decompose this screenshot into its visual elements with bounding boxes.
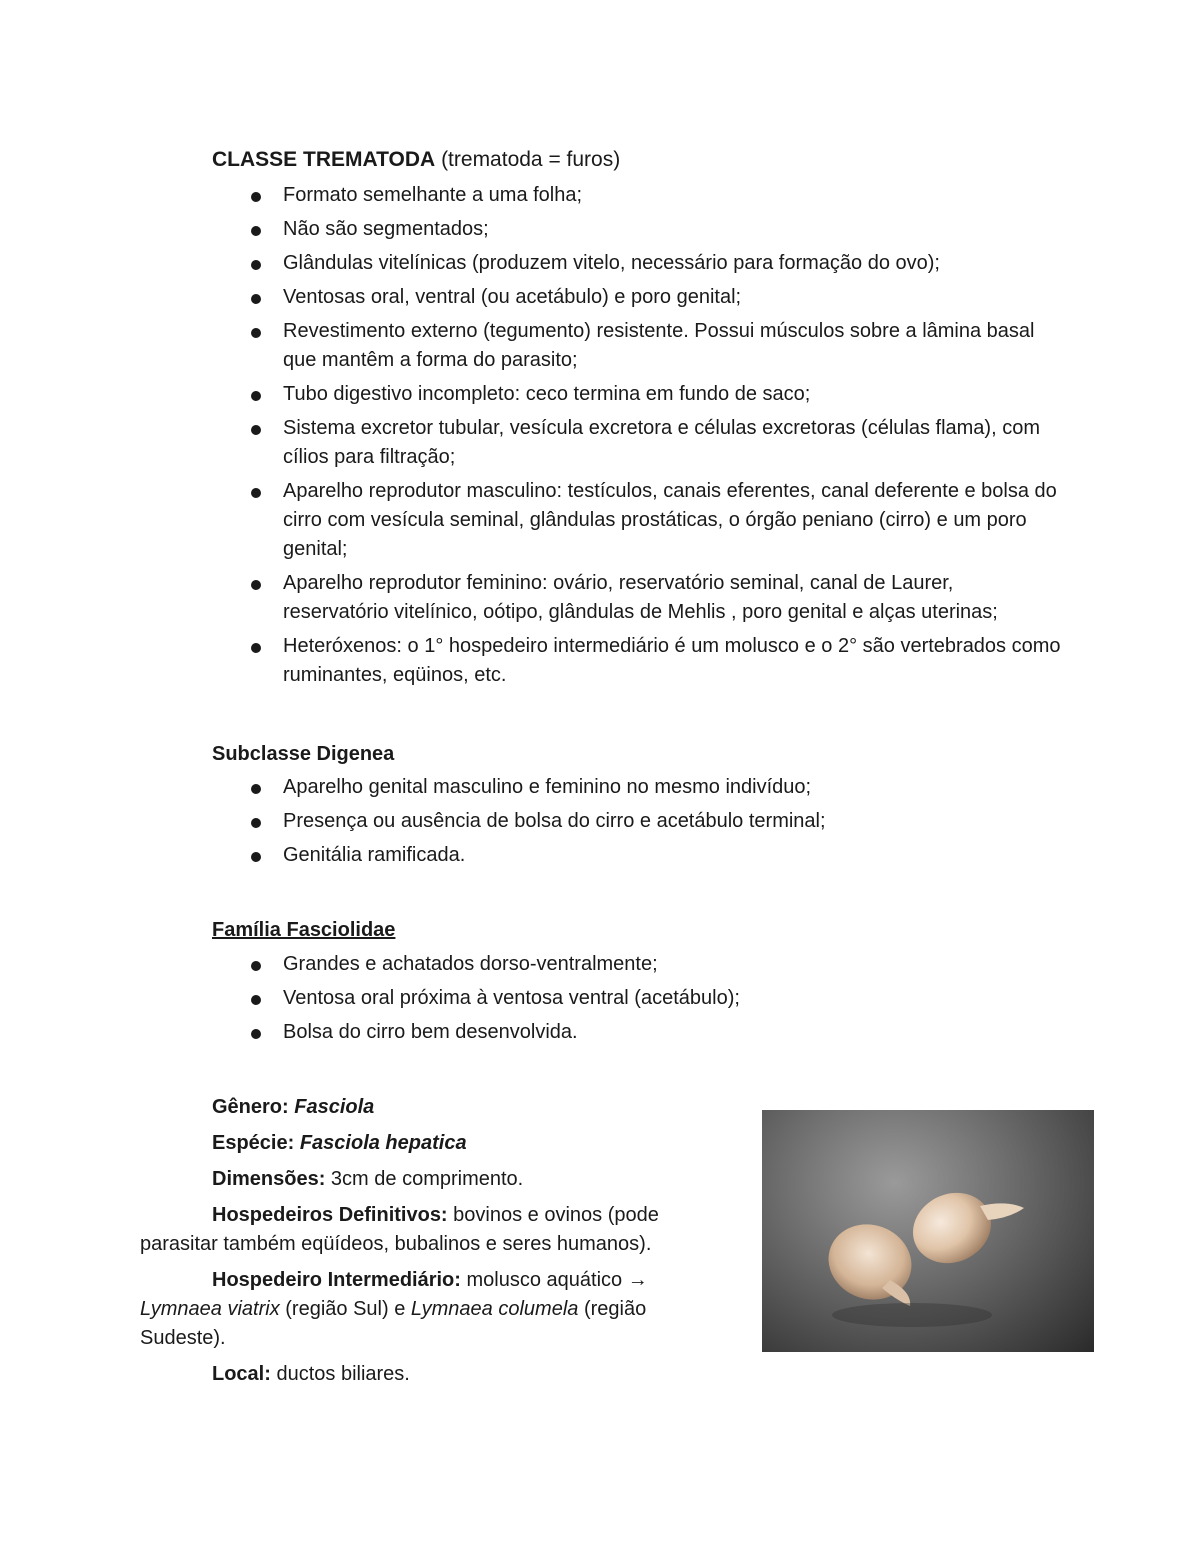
hosp-int-value-1: molusco aquático → [460,1269,648,1291]
dimensoes-label: Dimensões: [212,1168,326,1190]
list-item-text: Revestimento externo (tegumento) resistente. Possui músculos sobre a lâmina basal que mantêm a forma do parasito; [283,320,1035,371]
list-item-text: Presença ou ausência de bolsa do cirro e acetábulo terminal; [283,810,826,832]
bullet-icon [251,391,261,401]
list-item [0,1018,1063,1047]
dimensoes-value: 3cm de comprimento. [325,1168,524,1190]
list-item-text: Formato semelhante a uma folha; [283,184,583,206]
hosp-def-value: bovinos e ovinos (pode parasitar também eqüídeos, bubalinos e seres humanos). [140,1204,659,1255]
list-item [0,807,1063,836]
genero-label: Gênero: [212,1096,289,1118]
list-item-text: Aparelho reprodutor feminino: ovário, reservatório seminal, canal de Laurer, reservatório vitelínico, oótipo, glândulas de Mehlis , poro genital e alças uterinas; [283,572,998,623]
familia-list [0,950,1063,1052]
local-value: ductos biliares. [270,1363,410,1385]
especie-value: Fasciola hepatica [299,1132,467,1154]
list-item-text: Ventosas oral, ventral (ou acetábulo) e poro genital; [283,286,742,308]
classe-list [0,181,1063,695]
list-item-text: Sistema excretor tubular, vesícula excretora e células excretoras (células flama), com cílios para filtração; [283,417,1040,468]
hosp-int-species-2: Lymnaea columela [410,1298,579,1320]
local-label: Local: [212,1363,271,1385]
list-item-text: Aparelho genital masculino e feminino no mesmo indivíduo; [283,776,812,798]
list-item-text: Bolsa do cirro bem desenvolvida. [283,1021,578,1043]
list-item-text: Genitália ramificada. [283,844,466,866]
list-item [0,477,1063,564]
especie-line [140,1129,700,1158]
bullet-icon [251,488,261,498]
classe-title-note: (trematoda = furos) [435,148,621,171]
list-item [0,215,1063,244]
hosp-int-value-2: (região Sul) e [279,1298,411,1320]
snail-shells-photo [762,1110,1094,1352]
list-item-text: Grandes e achatados dorso-ventralmente; [283,953,658,975]
bullet-icon [251,294,261,304]
snail-shells-icon [762,1110,1094,1352]
list-item [0,380,1063,409]
bullet-icon [251,995,261,1005]
list-item-text: Glândulas vitelínicas (produzem vitelo, necessário para formação do ovo); [283,252,940,274]
list-item [0,317,1063,375]
list-item [0,632,1063,690]
local-line [140,1360,700,1389]
genero-line [140,1093,700,1122]
bullet-icon [251,784,261,794]
bullet-icon [251,818,261,828]
bullet-icon [251,1029,261,1039]
familia-heading: Família Fasciolidae [212,919,396,941]
list-item [0,841,1063,870]
bullet-icon [251,643,261,653]
genero-value: Fasciola [294,1096,375,1118]
bullet-icon [251,961,261,971]
bullet-icon [251,852,261,862]
hosp-def-line [140,1201,700,1259]
list-item [0,984,1063,1013]
list-item [0,249,1063,278]
hosp-int-line [140,1266,700,1353]
especie-label: Espécie: [212,1132,295,1154]
hosp-int-label: Hospedeiro Intermediário: [212,1269,461,1291]
subclasse-heading: Subclasse Digenea [212,743,395,765]
hosp-int-species-1: Lymnaea viatrix [140,1298,280,1320]
subclasse-list [0,773,1063,875]
bullet-icon [251,260,261,270]
classe-heading [212,146,620,174]
list-item [0,181,1063,210]
genero-section [140,1093,700,1396]
list-item-text: Heteróxenos: o 1° hospedeiro intermediário é um molusco e o 2° são vertebrados como ruminantes, eqüinos, etc. [283,635,1061,686]
hosp-def-label: Hospedeiros Definitivos: [212,1204,448,1226]
classe-title: CLASSE TREMATODA [212,148,436,171]
list-item [0,950,1063,979]
list-item-text: Aparelho reprodutor masculino: testículos, canais eferentes, canal deferente e bolsa do cirro com vesícula seminal, glândulas prostáticas, o órgão peniano (cirro) e um poro genital; [283,480,1057,560]
list-item-text: Ventosa oral próxima à ventosa ventral (acetábulo); [283,987,740,1009]
list-item [0,569,1063,627]
list-item-text: Tubo digestivo incompleto: ceco termina em fundo de saco; [283,383,811,405]
bullet-icon [251,226,261,236]
bullet-icon [251,580,261,590]
dimensoes-line [140,1165,700,1194]
bullet-icon [251,192,261,202]
bullet-icon [251,328,261,338]
list-item [0,414,1063,472]
list-item-text: Não são segmentados; [283,218,489,240]
list-item [0,773,1063,802]
hosp-int-value-3: (região Sudeste). [140,1298,647,1349]
bullet-icon [251,425,261,435]
list-item [0,283,1063,312]
